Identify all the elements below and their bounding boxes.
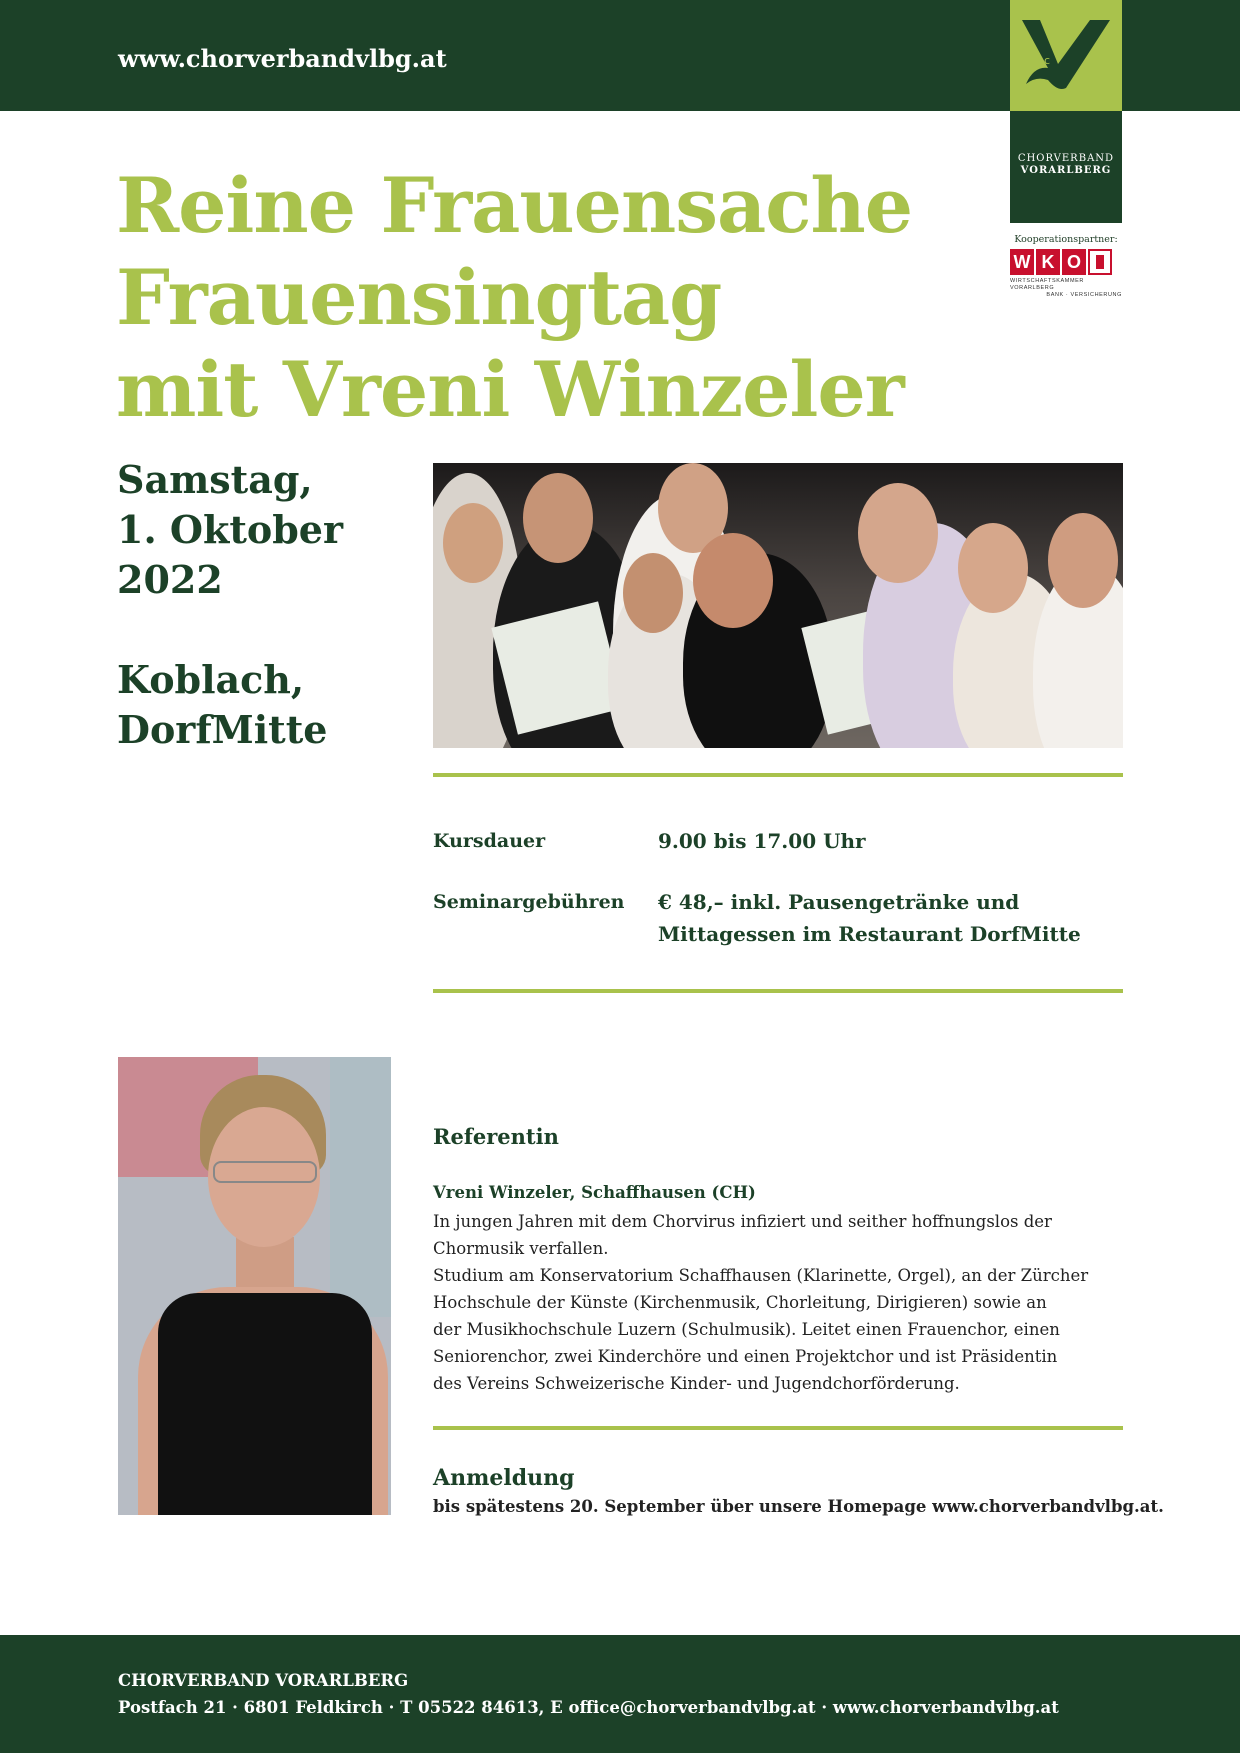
page-title xyxy=(116,160,996,436)
event-place-2: DorfMitte xyxy=(117,707,328,752)
bio-line: der Musikhochschule Luzern (Schulmusik). Leitet einen Frauenchor, einen xyxy=(433,1320,1060,1339)
footer-org: CHORVERBAND VORARLBERG xyxy=(118,1671,409,1690)
speaker-portrait xyxy=(118,1057,391,1515)
wko-subtitle-line-2: BANK · VERSICHERUNG xyxy=(1046,292,1122,298)
registration-heading: Anmeldung xyxy=(433,1465,575,1491)
bio-line: Seniorenchor, zwei Kinderchöre und einen Projektchor und ist Präsidentin xyxy=(433,1347,1058,1366)
partner-block xyxy=(1010,234,1122,299)
event-place-1: Koblach, xyxy=(117,657,305,702)
logo-wordmark xyxy=(1010,153,1122,177)
title-line-2: Frauensingtag xyxy=(116,253,722,342)
detail-value: 9.00 bis 17.00 Uhr xyxy=(658,829,866,853)
title-line-1: Reine Frauensache xyxy=(116,161,913,250)
logo-line-1: CHORVERBAND xyxy=(1017,153,1115,164)
bio-line: Studium am Konservatorium Schaffhausen (Klarinette, Orgel), an der Zürcher xyxy=(433,1266,1089,1285)
wko-letter-k: K xyxy=(1036,249,1060,275)
detail-value: € 48,– inkl. Pausengetränke und Mittagessen im Restaurant DorfMitte xyxy=(658,890,1081,946)
detail-label: Kursdauer xyxy=(433,830,546,852)
header-url[interactable]: www.chorverbandvlbg.at xyxy=(118,44,447,73)
speaker-heading: Referentin xyxy=(433,1124,559,1149)
title-line-3: mit Vreni Winzeler xyxy=(116,345,904,434)
bio-line: Hochschule der Künste (Kirchenmusik, Chorleitung, Dirigieren) sowie an xyxy=(433,1293,1047,1312)
choir-group-photo xyxy=(433,463,1123,748)
footer-address: Postfach 21 · 6801 Feldkirch · T 05522 84613, E office@chorverbandvlbg.at · www.chorverbandvlbg.at xyxy=(118,1698,1059,1717)
coat-of-arms-icon xyxy=(1088,249,1112,275)
bio-line: des Vereins Schweizerische Kinder- und Jugendchorförderung. xyxy=(433,1374,960,1393)
wko-letter-o: O xyxy=(1062,249,1086,275)
svg-text:c: c xyxy=(1044,54,1051,67)
registration-text: bis spätestens 20. September über unsere Homepage www.chorverbandvlbg.at. xyxy=(433,1497,1164,1516)
wko-subtitle xyxy=(1010,278,1122,299)
detail-row-fees xyxy=(433,886,1123,950)
speaker-name: Vreni Winzeler, Schaffhausen (CH) xyxy=(433,1183,756,1202)
v-bird-logo-icon xyxy=(1010,0,1122,111)
divider-2 xyxy=(433,989,1123,993)
course-details xyxy=(433,825,1123,979)
speaker-bio xyxy=(433,1208,1123,1397)
wko-logo xyxy=(1010,249,1122,275)
footer xyxy=(0,1635,1240,1753)
divider-1 xyxy=(433,773,1123,777)
divider-3 xyxy=(433,1426,1123,1430)
detail-row-duration xyxy=(433,825,1123,857)
bio-line: Chormusik verfallen. xyxy=(433,1239,609,1258)
logo-line-2: VORARLBERG xyxy=(1020,165,1112,176)
event-when-where xyxy=(117,455,417,755)
partner-label: Kooperationspartner: xyxy=(1014,234,1118,245)
wko-letter-w: W xyxy=(1010,249,1034,275)
event-date: 1. Oktober 2022 xyxy=(117,507,343,602)
detail-label: Seminargebühren xyxy=(433,891,625,913)
chorverband-logo xyxy=(1010,0,1122,223)
bio-line: In jungen Jahren mit dem Chorvirus infiziert und seither hoffnungslos der xyxy=(433,1212,1052,1231)
wko-subtitle-line-1: WIRTSCHAFTSKAMMER VORARLBERG xyxy=(1010,278,1084,291)
event-day: Samstag, xyxy=(117,457,313,502)
